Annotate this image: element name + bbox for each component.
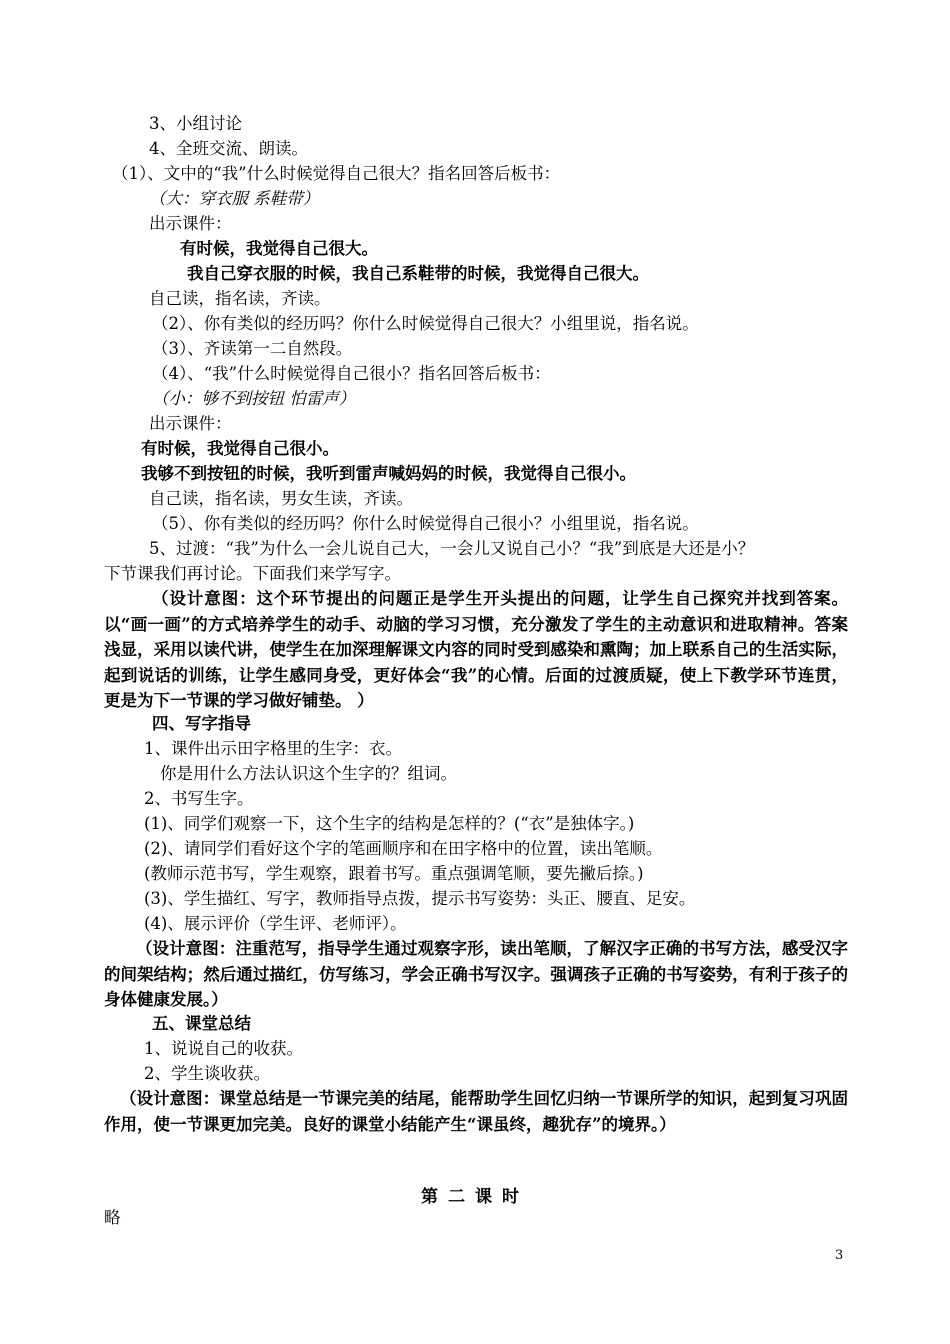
line-w2-2: (2)、请同学们看好这个字的笔画顺序和在田字格中的位置，读出笔顺。 [144, 839, 663, 858]
line-q2: （2）、你有类似的经历吗？你什么时候觉得自己很大？小组里说，指名说。 [152, 314, 699, 333]
line-sentence-big-1: 有时候，我觉得自己很大。 [180, 239, 378, 258]
line-board-big: （大：穿衣服 系鞋带） [149, 189, 320, 208]
design-intent-paragraph-3: （设计意图：课堂总结是一节课完美的结尾，能帮助学生回忆归纳一节课所学的知识，起到复习巩固作用，使一节课更加完美。良好的课堂小结能产生“课虽终，趣犹存”的境界。） [104, 1089, 848, 1134]
design-intent-paragraph-2: （设计意图：注重范写，指导学生通过观察字形，读出笔顺，了解汉字正确的书写方法，感受汉字的间架结构；然后通过描红，仿写练习，学会正确书写汉字。强调孩子正确的书写姿势，有利于孩子的身体健康发展。） [104, 939, 848, 1009]
line-step-4: 4、全班交流、朗读。 [149, 139, 308, 158]
line-omitted: 略 [104, 1208, 121, 1227]
line-w2-1: (1)、同学们观察一下，这个生字的结构是怎样的？(“衣”是独体字。) [144, 814, 635, 833]
line-transition-2: 下节课我们再讨论。下面我们来学写字。 [104, 564, 401, 583]
line-w1-q: 你是用什么方法认识这个生字的？组词。 [160, 764, 457, 783]
line-step-3: 3、小组讨论 [149, 114, 242, 133]
line-transition-1: 5、过渡：“我”为什么一会儿说自己大，一会儿又说自己小？“我”到底是大还是小？ [149, 539, 755, 558]
page-number: 3 [835, 1248, 844, 1263]
line-q4: （4）、“我”什么时候觉得自己很小？指名回答后板书： [152, 364, 551, 383]
section-title: 第二课时 [421, 1187, 529, 1207]
line-sentence-big-2: 我自己穿衣服的时候，我自己系鞋带的时候，我觉得自己很大。 [187, 264, 649, 283]
line-board-small: （小：够不到按钮 怕雷声） [152, 389, 356, 408]
line-w2-note: (教师示范书写，学生观察，跟着书写。重点强调笔顺，要先撇后捺。) [144, 864, 644, 883]
heading-class-summary: 五、课堂总结 [152, 1014, 251, 1033]
line-w1: 1、课件出示田字格里的生字：衣。 [144, 739, 402, 758]
design-intent-paragraph-1: （设计意图：这个环节提出的问题正是学生开头提出的问题，让学生自己探究并找到答案。以“画一画”的方式培养学生的动手、动脑的学习习惯，充分激发了学生的主动意识和进取精神。答案浅显，采用以读代讲，使学生在加深理解课文内容的同时受到感染和熏陶；加上联系自己的生活实际，起到说话的训练，让学生感同身受，更好体会“我”的心情。后面的过渡质疑，使上下教学环节连贯，更是为下一节课的学习做好铺垫。 ） [104, 589, 848, 710]
line-sentence-small-1: 有时候，我觉得自己很小。 [141, 439, 339, 458]
line-read-1: 自己读，指名读，齐读。 [149, 289, 331, 308]
line-q1: （1）、文中的“我”什么时候觉得自己很大？指名回答后板书： [112, 164, 561, 183]
line-w2: 2、书写生字。 [144, 789, 254, 808]
line-q5: （5）、你有类似的经历吗？你什么时候觉得自己很小？小组里说，指名说。 [152, 514, 699, 533]
line-s1: 1、说说自己的收获。 [144, 1039, 303, 1058]
line-show-courseware-1: 出示课件： [149, 214, 232, 233]
line-w2-3: (3)、学生描红、写字，教师指导点拨，提示书写姿势：头正、腰直、足安。 [144, 889, 696, 908]
line-q3: （3）、齐读第一二自然段。 [152, 339, 353, 358]
line-read-2: 自己读，指名读，男女生读，齐读。 [149, 489, 413, 508]
line-show-courseware-2: 出示课件： [149, 414, 232, 433]
line-sentence-small-2: 我够不到按钮的时候，我听到雷声喊妈妈的时候，我觉得自己很小。 [141, 464, 636, 483]
line-w2-4: (4)、展示评价（学生评、老师评）。 [144, 914, 407, 933]
heading-writing-guidance: 四、写字指导 [152, 714, 251, 733]
line-s2: 2、学生谈收获。 [144, 1064, 270, 1083]
